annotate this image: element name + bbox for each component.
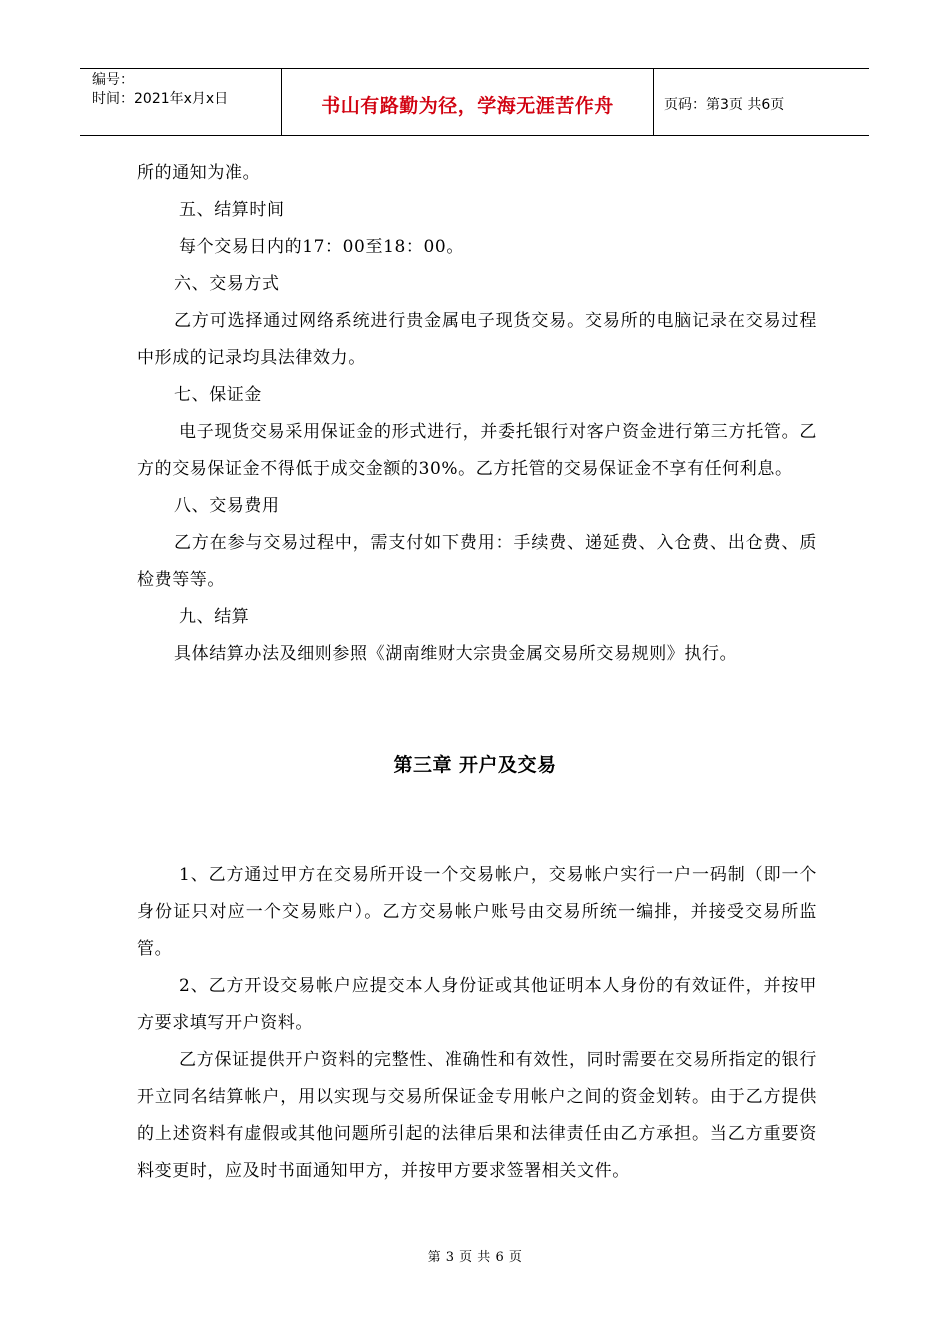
page-footer: 第 3 页 共 6 页 <box>427 1250 523 1265</box>
paragraph: 1、乙方通过甲方在交易所开设一个交易帐户，交易帐户实行一户一码制（即一个身份证只对应一个交易账户）。乙方交易帐户账号由交易所统一编排，并接受交易所监管。 <box>137 865 817 959</box>
paragraph: 乙方保证提供开户资料的完整性、准确性和有效性，同时需要在交易所指定的银行开立同名结算帐户，用以实现与交易所保证金专用帐户之间的资金划转。由于乙方提供的上述资料有虚假或其他问题所引起的法律后果和法律责任由乙方承担。当乙方重要资料变更时，应及时书面通知甲方，并按甲方要求签署相关文件。 <box>137 1050 817 1181</box>
section-heading: 五、结算时间 <box>179 200 285 220</box>
paragraph: 乙方在参与交易过程中，需支付如下费用：手续费、递延费、入仓费、出仓费、质检费等等。 <box>137 533 817 590</box>
paragraph: 所的通知为准。 <box>137 163 261 183</box>
section-heading: 六、交易方式 <box>174 274 280 294</box>
paragraph: 乙方可选择通过网络系统进行贵金属电子现货交易。交易所的电脑记录在交易过程中形成的记录均具法律效力。 <box>137 311 817 368</box>
section-heading: 八、交易费用 <box>174 496 280 516</box>
date-label: 时间：2021年x月x日 <box>92 91 229 107</box>
serial-number-label: 编号： <box>92 72 134 88</box>
section-heading: 七、保证金 <box>174 385 262 405</box>
header-page-info: 页码：第3页 共6页 <box>664 97 785 113</box>
section-heading: 九、结算 <box>179 607 250 627</box>
chapter-title: 第三章 开户及交易 <box>393 754 557 776</box>
body-text <box>137 155 817 673</box>
chapter-body-text <box>137 857 817 1190</box>
paragraph: 2、乙方开设交易帐户应提交本人身份证或其他证明本人身份的有效证件，并按甲方要求填写开户资料。 <box>137 976 817 1033</box>
paragraph: 每个交易日内的17：00至18：00。 <box>179 237 464 257</box>
header-meta <box>80 69 282 135</box>
paragraph: 具体结算办法及细则参照《湖南维财大宗贵金属交易所交易规则》执行。 <box>174 644 738 664</box>
document-header <box>80 68 869 136</box>
paragraph: 电子现货交易采用保证金的形式进行，并委托银行对客户资金进行第三方托管。乙方的交易保证金不得低于成交金额的30%。乙方托管的交易保证金不享有任何利息。 <box>137 422 817 479</box>
header-motto: 书山有路勤为径，学海无涯苦作舟 <box>282 69 654 135</box>
